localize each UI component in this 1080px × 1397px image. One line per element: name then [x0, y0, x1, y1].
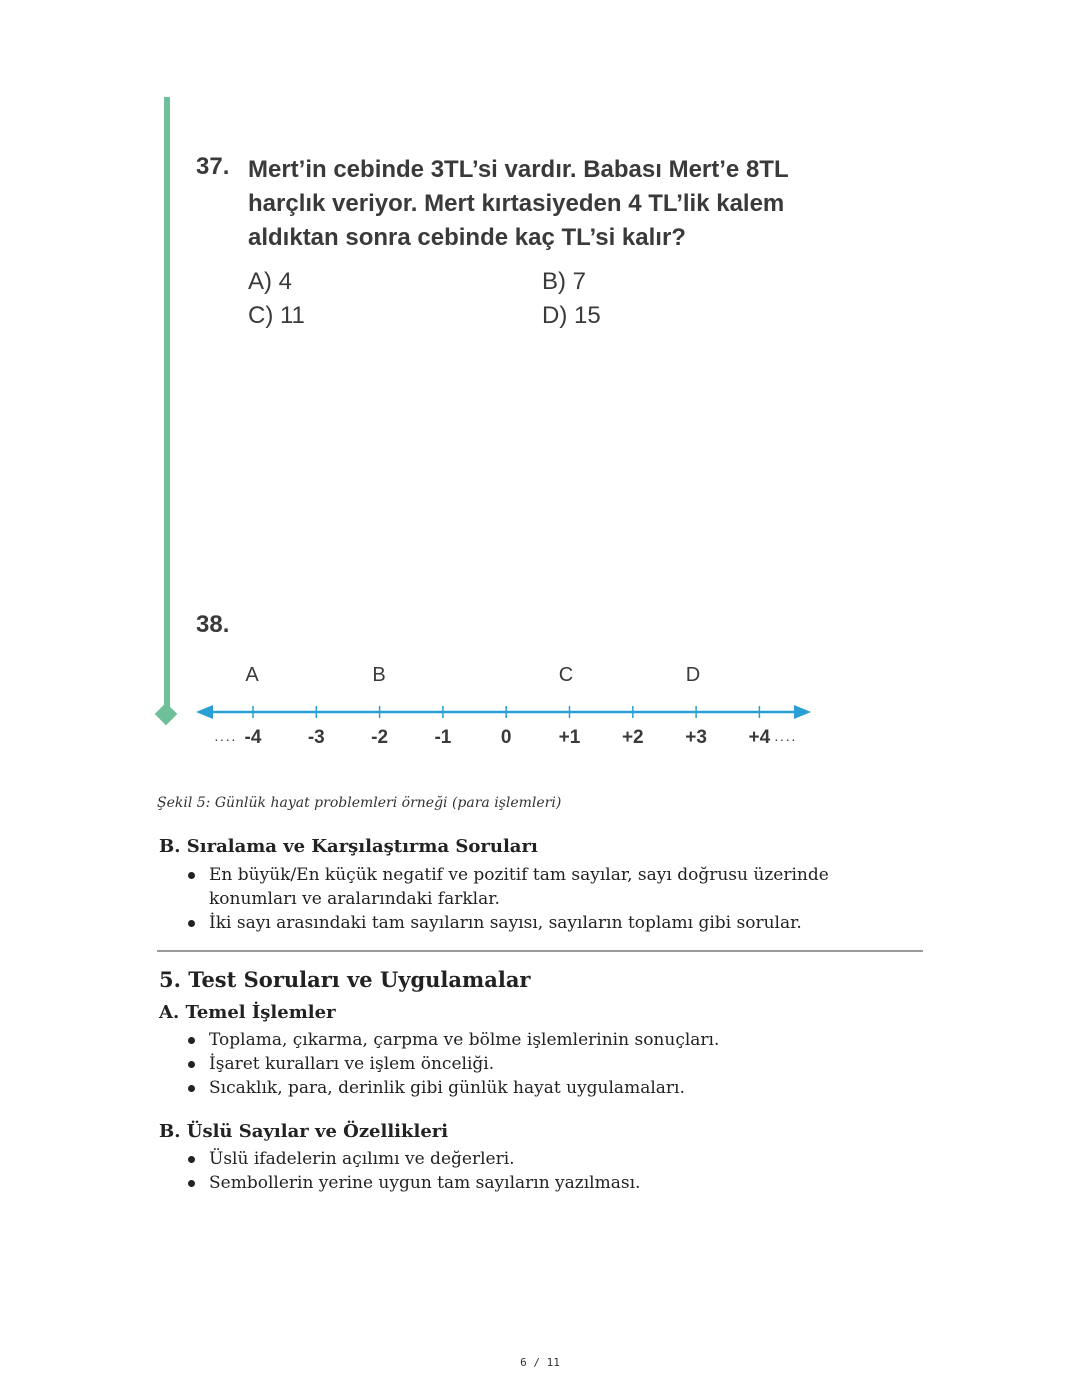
section-5b-list — [186, 1147, 906, 1195]
number-line-right-dots: ···· — [774, 731, 797, 747]
section-5-title: 5. Test Soruları ve Uygulamalar — [159, 967, 531, 992]
number-line-left-dots: ···· — [214, 731, 237, 747]
point-d-label: D — [685, 664, 701, 686]
option-c: C) 11 — [248, 302, 305, 329]
number-line-tick-label: +2 — [621, 727, 644, 748]
section-divider — [157, 950, 923, 952]
number-line-right-arrow — [794, 705, 811, 719]
list-item: Üslü ifadelerin açılımı ve değerleri. — [186, 1147, 906, 1171]
figure-caption: Şekil 5: Günlük hayat problemleri örneği (para işlemleri) — [157, 795, 562, 811]
number-line-tick-label: -4 — [244, 727, 262, 748]
section-b-ordering-title: B. Sıralama ve Karşılaştırma Soruları — [159, 836, 538, 857]
list-item: Sıcaklık, para, derinlik gibi günlük hayat uygulamaları. — [186, 1076, 906, 1100]
question-37-number: 37. — [196, 153, 230, 180]
number-line-tick-label: -3 — [307, 727, 325, 748]
number-line-tick-label: +4 — [748, 727, 771, 748]
question-37-text: Mert’in cebinde 3TL’si vardır. Babası Mert’e 8TL harçlık veriyor. Mert kırtasiyeden 4 TL’lik kalem aldıktan sonra cebinde kaç TL’si kalır? — [248, 156, 789, 251]
list-item: Sembollerin yerine uygun tam sayıların yazılması. — [186, 1171, 906, 1195]
number-line-left-arrow — [196, 705, 213, 719]
section-5a-title: A. Temel İşlemler — [159, 1002, 336, 1023]
option-d: D) 15 — [542, 302, 601, 329]
page-number: 6 / 11 — [520, 1356, 560, 1369]
question-38-number: 38. — [196, 611, 230, 638]
option-a: A) 4 — [248, 268, 293, 295]
list-item: En büyük/En küçük negatif ve pozitif tam sayılar, sayı doğrusu üzerinde konumları ve aralarındaki farklar. — [186, 863, 906, 911]
point-c-label: C — [558, 664, 574, 686]
number-line-tick-label: -2 — [371, 727, 389, 748]
section-b-ordering-list — [186, 863, 906, 935]
number-line-tick-label: +1 — [558, 727, 581, 748]
section-5b-title: B. Üslü Sayılar ve Özellikleri — [159, 1121, 449, 1142]
point-a-label: A — [245, 664, 259, 686]
option-b: B) 7 — [542, 268, 587, 295]
number-line-tick-label: -1 — [434, 727, 452, 748]
list-item: Toplama, çıkarma, çarpma ve bölme işlemlerinin sonuçları. — [186, 1028, 906, 1052]
number-line-tick-label: +3 — [685, 727, 707, 748]
section-5a-list — [186, 1028, 906, 1100]
list-item: İşaret kuralları ve işlem önceliği. — [186, 1052, 906, 1076]
number-line-tick-label: 0 — [500, 727, 512, 748]
list-item: İki sayı arasındaki tam sayıların sayısı, sayıların toplamı gibi sorular. — [186, 911, 906, 935]
point-b-label: B — [372, 664, 386, 686]
